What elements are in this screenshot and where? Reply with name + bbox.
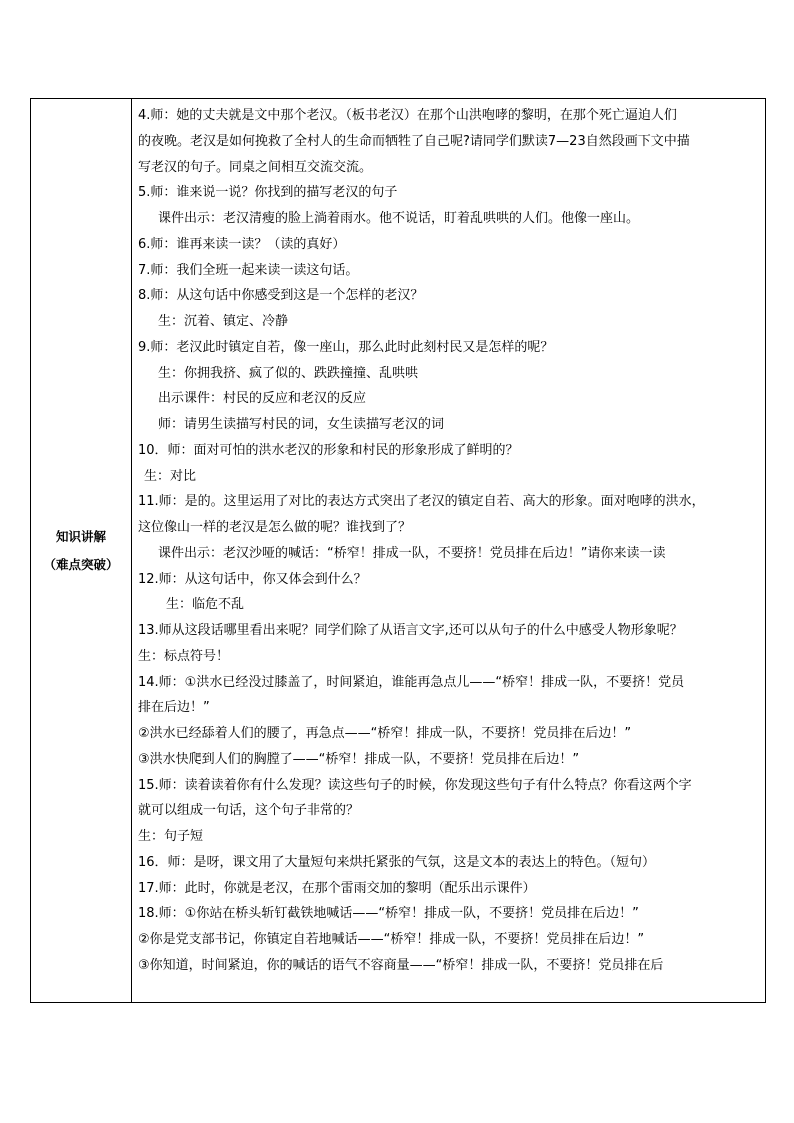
content-line: 7.师：我们全班一起来读一读这句话。	[138, 262, 359, 278]
section-sublabel: （难点突破）	[43, 556, 119, 572]
content-line: 这位像山一样的老汉是怎么做的呢？谁找到了？	[138, 520, 412, 535]
section-label: 知识讲解	[55, 528, 106, 544]
content-line: 16．师：是呀，课文用了大量短句来烘托紧张的气氛，这是文本的表达上的特色。（短句）	[138, 854, 656, 870]
section-label-cell	[31, 99, 132, 1002]
content-line: ②你是党支部书记，你镇定自若地喊话——“桥窄！排成一队，不要挤！党员排在后边！”	[138, 932, 645, 947]
content-line: 就可以组成一句话，这个句子非常的？	[138, 803, 360, 819]
content-line: 写老汉的句子。同桌之间相互交流交流。	[138, 159, 373, 175]
content-line: 生：沉着、镇定、冷静	[158, 314, 289, 329]
content-line: 生：你拥我挤、疯了似的、跌跌撞撞、乱哄哄	[158, 365, 419, 381]
content-line: 10．师：面对可怕的洪水老汉的形象和村民的形象形成了鲜明的？	[138, 442, 519, 458]
content-line: 17.师：此时，你就是老汉，在那个雷雨交加的黎明（配乐出示课件）	[138, 880, 536, 896]
content-line: 12.师：从这句话中，你又体会到什么？	[138, 571, 367, 587]
lesson-table	[30, 98, 766, 1003]
content-line: 15.师：读着读着你有什么发现？读这些句子的时候，你发现这些句子有什么特点？你看这两个字	[138, 777, 692, 793]
content-line: 14.师：①洪水已经没过膝盖了，时间紧迫，谁能再急点儿——“桥窄！排成一队，不要挤！党员	[138, 674, 685, 690]
content-line: 课件出示：老汉清瘦的脸上淌着雨水。他不说话，盯着乱哄哄的人们。他像一座山。	[158, 211, 640, 226]
content-line: ②洪水已经舔着人们的腰了，再急点——“桥窄！排成一队，不要挤！党员排在后边！”	[138, 726, 632, 741]
content-line: ③洪水快爬到人们的胸膛了——“桥窄！排成一队，不要挤！党员排在后边！”	[138, 751, 580, 767]
content-line: 出示课件：村民的反应和老汉的反应	[158, 391, 367, 407]
content-line: 生：对比	[144, 468, 197, 484]
content-line: 师：请男生读描写村民的词，女生读描写老汉的词	[158, 417, 445, 432]
content-line: 生：句子短	[138, 829, 204, 844]
content-line: 13.师从这段话哪里看出来呢？同学们除了从语言文字,还可以从句子的什么中感受人物形象呢？	[138, 623, 683, 638]
content-line: 18.师：①你站在桥头斩钉截铁地喊话——“桥窄！排成一队，不要挤！党员排在后边！”	[138, 906, 639, 922]
content-line: 课件出示：老汉沙哑的喊话：“桥窄！排成一队，不要挤！党员排在后边！”请你来读一读	[158, 545, 666, 561]
content-line: 生：临危不乱	[166, 597, 245, 613]
content-line: 的夜晚。老汉是如何挽救了全村人的生命而牺牲了自己呢?请同学们默读7—23自然段画下文中描	[138, 133, 690, 149]
content-line: 6.师：谁再来读一读？（读的真好）	[138, 236, 346, 252]
content-line: ③你知道，时间紧迫，你的喊话的语气不容商量——“桥窄！排成一队，不要挤！党员排在后	[138, 957, 664, 973]
lesson-content-cell	[132, 99, 765, 1002]
content-line: 排在后边！”	[138, 700, 210, 716]
content-line: 8.师：从这句话中你感受到这是一个怎样的老汉？	[138, 288, 424, 304]
content-line: 11.师：是的。这里运用了对比的表达方式突出了老汉的镇定自若、高大的形象。面对咆哮的洪水，	[138, 494, 705, 510]
content-line: 5.师：谁来说一说？你找到的描写老汉的句子	[138, 185, 398, 201]
content-line: 9.师：老汉此时镇定自若，像一座山，那么此时此刻村民又是怎样的呢？	[138, 339, 554, 355]
content-line: 4.师：她的丈夫就是文中那个老汉。（板书老汉）在那个山洪咆哮的黎明，在那个死亡逼迫人们	[138, 108, 677, 123]
content-line: 生：标点符号！	[138, 648, 230, 664]
